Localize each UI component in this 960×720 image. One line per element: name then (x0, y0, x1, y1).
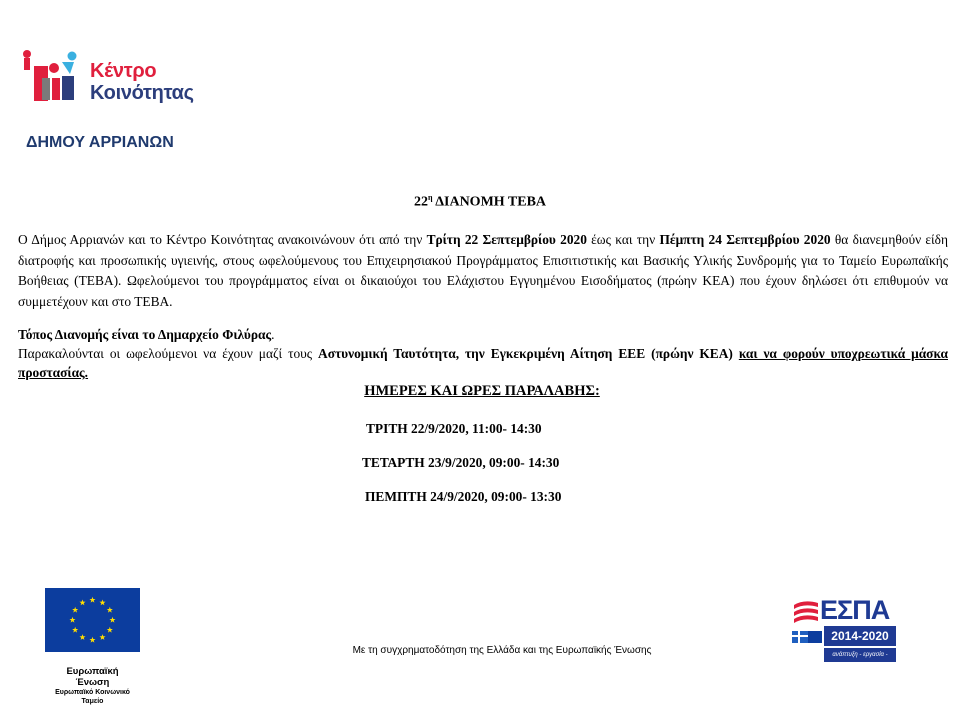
eu-star-icon (89, 637, 95, 643)
eu-caption (40, 666, 145, 706)
distribution-place: Τόπος Διανομής είναι το Δημαρχείο Φιλύρας (18, 327, 272, 342)
schedule-day-2: ΤΕΤΑΡΤΗ 23/9/2020, 09:00- 14:30 (362, 455, 560, 470)
mask-requirement: και να φορούν υποχρεωτικά μάσκα προστασίας. (18, 346, 948, 380)
logo-line-2: Κοινότητας (90, 82, 194, 104)
title-number: 22 (413, 194, 428, 210)
p1-text-a: Ο Δήμος Αρριανών και το Κέντρο Κοινότητας ανακοινώνουν ότι από την (18, 232, 427, 247)
schedule-day-1: ΤΡΙΤΗ 22/9/2020, 11:00- 14:30 (366, 421, 542, 436)
eu-star-icon (107, 607, 113, 613)
eu-stars (45, 588, 140, 652)
espa-years: 2014-2020 (824, 626, 896, 646)
p1-start-date: Τρίτη 22 Σεπτεμβρίου 2020 (426, 232, 587, 247)
p1-text-c: έως και την (586, 232, 660, 247)
p1-end-date: Πέμπτη 24 Σεπτεμβρίου 2020 (659, 232, 831, 247)
eu-star-icon (89, 597, 95, 603)
title-text: ΔΙΑΝΟΜΗ ΤΕΒΑ (432, 194, 547, 210)
eu-star-icon (72, 627, 78, 633)
eu-star-icon (69, 617, 75, 623)
espa-title: ΕΣΠΑ (820, 595, 890, 625)
required-documents: Αστυνομική Ταυτότητα, την Εγκεκριμένη Αίτηση ΕΕΕ (πρώην ΚΕΑ) (318, 346, 733, 361)
cofunding-statement: Με τη συγχρηματοδότηση της Ελλάδα και της Ευρωπαϊκής Ένωσης (352, 645, 652, 656)
announcement-paragraph (18, 230, 948, 312)
eu-star-icon (79, 599, 85, 605)
greek-flag-icon (790, 595, 822, 665)
logo-line-1: Κέντρο (90, 60, 157, 82)
eu-line-3: Ευρωπαϊκό Κοινωνικό (55, 689, 130, 696)
eu-line-4: Ταμείο (81, 698, 104, 705)
kentro-koinotitas-logo (22, 48, 212, 108)
espa-logo (790, 595, 895, 670)
eu-flag-icon (45, 588, 140, 652)
municipality-name: ΔΗΜΟΥ ΑΡΡΙΑΝΩΝ (26, 134, 174, 151)
title-suffix: η (427, 193, 433, 202)
eu-star-icon (72, 607, 78, 613)
eu-line-2: Ένωση (75, 677, 110, 688)
p1-text-e: θα διανεμηθούν είδη διατροφής και προσωπικής υγιεινής, στους ωφελούμενους του Επιχειρησιακού Προγράμματος Επισιτιστικής και Βασικής Υλικής Συνδρομής για το Ταμείο Ευρωπαϊκής Βοήθειας (ΤΕΒΑ). Ωφελούμενοι του προγράμματος είναι οι δικαιούχοι του Ελάχιστου Εγγυημένου Εισοδήματος (πρώην ΚΕΑ) που έχουν δηλώσει ότι επιθυμούν να συμμετέχουν και στο ΤΕΒΑ. (18, 232, 948, 309)
community-people-icon (22, 48, 84, 108)
place-period: . (271, 327, 275, 342)
eu-star-icon (99, 634, 105, 640)
p2-text-a: Παρακαλούνται οι ωφελούμενοι να έχουν μαζί τους (18, 346, 319, 361)
distribution-details (18, 325, 948, 382)
eu-star-icon (107, 627, 113, 633)
days-heading: ΗΜΕΡΕΣ ΚΑΙ ΩΡΕΣ ΠΑΡΑΛΑΒΗΣ: (364, 383, 600, 399)
eu-star-icon (109, 617, 115, 623)
eu-star-icon (79, 634, 85, 640)
notice-title (0, 193, 960, 211)
eu-star-icon (99, 599, 105, 605)
eu-line-1: Ευρωπαϊκή (66, 666, 119, 677)
espa-tagline: ανάπτυξη - εργασία - αλληλεγγύη (824, 648, 896, 662)
schedule-day-3: ΠΕΜΠΤΗ 24/9/2020, 09:00- 13:30 (365, 489, 562, 504)
